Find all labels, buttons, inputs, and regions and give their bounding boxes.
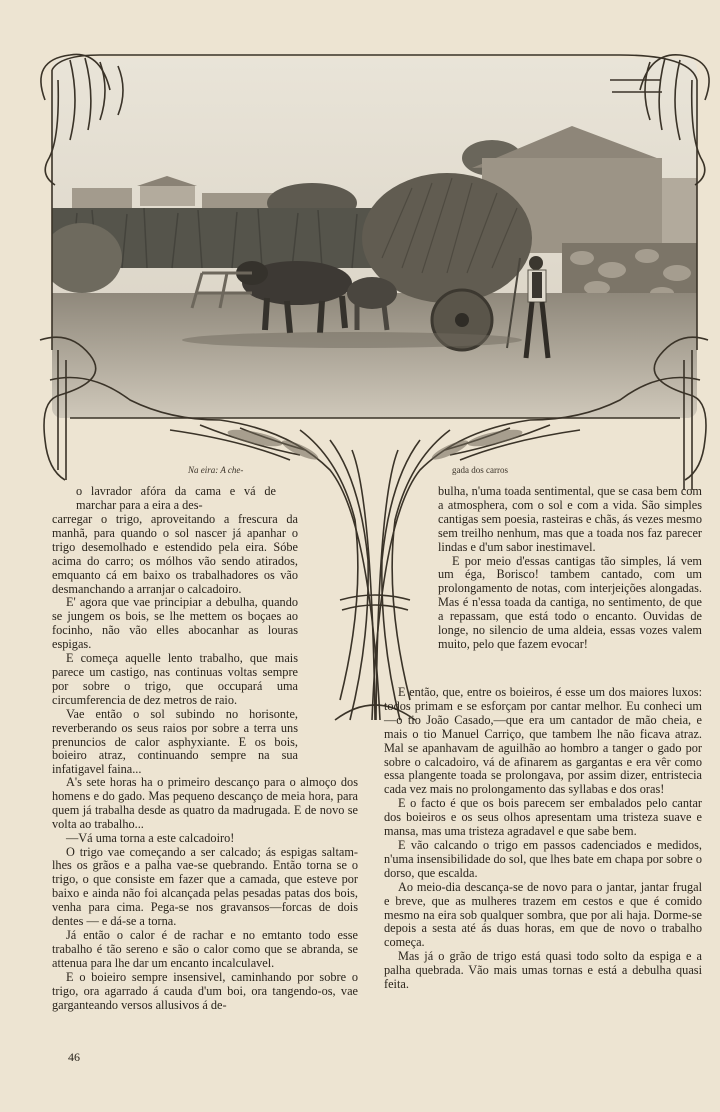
left-paragraph-1: o lavrador afóra da cama e vá de marchar para a eira a des- bbox=[76, 484, 276, 512]
left-column-lead bbox=[76, 485, 276, 513]
left-paragraph-3: E' agora que vae principiar a debulha, quando se jungem os bois, se lhe mettem os boçaes ao focinho, não vão elles abocanhar as louras espigas. bbox=[52, 595, 298, 652]
right-paragraph-3: E então, que, entre os boieiros, é esse um dos maiores luxos: todos primam e se esforçam por cantar melhor. Eu conheci um—o tio João Casado,—que era um cantador de mão cheia, e mais o tio Manuel Carriço, que tambem lhe não ficava atraz. Mal se apanhavam de aguilhão ao hombro a tanger o gado por sobre o calcadoiro, vá de afinarem as gargantas e era vêr como essa plangente toada se prolongava, por assim dizer, entristecia cada vez mais no prolongamento das syllabas e dos oras! bbox=[384, 685, 702, 797]
right-paragraph-4: E o facto é que os bois parecem ser embalados pelo cantar dos boieiros e os seus olhos apresentam uma tristeza suave e mansa, mas uma tristeza agradavel e que sabe bem. bbox=[384, 796, 702, 839]
right-paragraph-2: E por meio d'essas cantigas tão simples, lá vem um éga, Borisco! tambem cantado, com um prolongamento de notas, com interjeições alongadas. Mas é n'essa toada da cantiga, no sentimento, de que a repassam, que está todo o encanto. Ouvidas de longe, no silencio de uma aldeia, essas vozes valem muito, pelo que fazem evocar! bbox=[438, 553, 702, 651]
left-paragraph-5: Vae então o sol subindo no horisonte, reverberando os seus raios por sobre a terra uns prenuncios de calor asphyxiante. E os bois, boieiro atraz, continuando sempre na sua infatigavel faina... bbox=[52, 706, 298, 777]
caption-left: Na eira: A che- bbox=[188, 465, 244, 475]
page-number: 46 bbox=[68, 1050, 80, 1064]
right-paragraph-1: bulha, n'uma toada sentimental, que se casa bem com a atmosphera, com o sol e com a vida. São simples cantigas sem poesia, rasteiras e chãs, ás vezes mesmo sem treilho nenhum, mas que a toada nos faz parecer lindas e d'um sabor inestimavel. bbox=[438, 484, 702, 554]
left-paragraph-8: O trigo vae começando a ser calcado; ás espigas saltam-lhes os grãos e a palha vae-se quebrando. Então torna se o trigo, o que consiste em fazer que a camada, que esteve por baixo e ainda não foi alcançada pelas pesadas patas dos bois, venha para cima. Pega-se nos gravansos—forcas de dois dentes — e dá-se a torna. bbox=[52, 844, 358, 929]
right-paragraph-6: Ao meio-dia descança-se de novo para o jantar, jantar frugal e breve, que as mulheres trazem em cestos e que é comido mesmo na eira sob qualquer sombra, que por ali haja. Dorme-se depois a sesta até ás duas horas, em que de novo o trabalho começa. bbox=[384, 879, 702, 950]
left-paragraph-2: carregar o trigo, aproveitando a frescura da manhã, para quando o sol nascer já apanhar o trigo desemolhado e estendido pela eira. Sóbe acima do carro; os mólhos vão sendo atirados, emquanto cá em baixo os trabalhadores os vão desmanchando a arranjar o calcadoiro. bbox=[52, 512, 298, 596]
left-column bbox=[52, 513, 298, 777]
left-paragraph-9: Já então o calor é de rachar e no emtanto todo esse trabalho é tão sereno e são o calor como que se abranda, se attenua para lhe dar um encanto incalculavel. bbox=[52, 927, 358, 970]
left-paragraph-7: —Vá uma torna a este calcadoiro! bbox=[66, 830, 235, 845]
right-column-upper bbox=[438, 485, 702, 652]
left-column-lower bbox=[52, 776, 358, 1012]
right-paragraph-5: E vão calcando o trigo em passos cadenciados e medidos, n'uma insensibilidade do sol, que lhes bate em chapa por sobre o dorso, que escalda. bbox=[384, 837, 702, 880]
right-paragraph-7: Mas já o grão de trigo está quasi todo solto da espiga e a palha quebrada. Vão mais umas tornas e está a debulha quasi feita. bbox=[384, 949, 702, 992]
right-column bbox=[384, 686, 702, 992]
left-paragraph-10: E o boieiro sempre insensivel, caminhando por sobre o trigo, ora agarrado á cauda d'um boi, ora tangendo-os, vae garganteando versos allusivos á de- bbox=[52, 969, 358, 1012]
caption-right: gada dos carros bbox=[452, 465, 508, 475]
left-paragraph-4: E começa aquelle lento trabalho, que mais parece um castigo, nas continuas voltas sempre por sobre o trigo, que occupará uma circumferencia de dez metros de raio. bbox=[52, 651, 298, 707]
left-paragraph-6: A's sete horas ha o primeiro descanço para o almoço dos homens e do gado. Mas pequeno descanço de meia hora, para quem já trabalha desde as quatro da madrugada. E de novo se volta ao trabalho... bbox=[52, 775, 358, 831]
